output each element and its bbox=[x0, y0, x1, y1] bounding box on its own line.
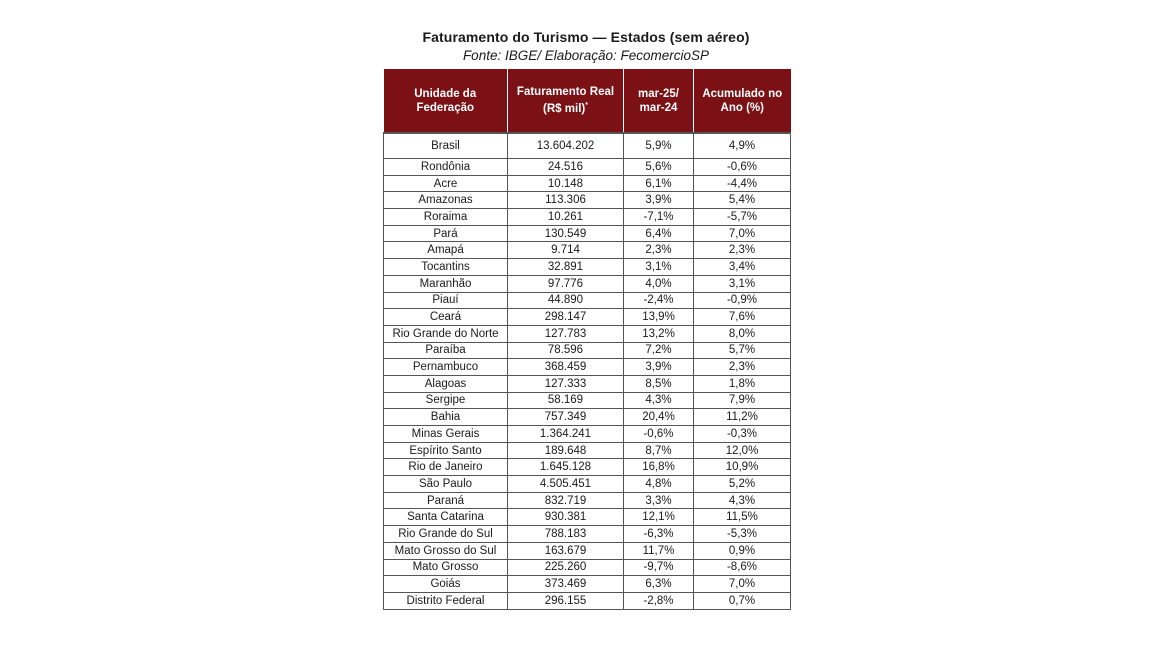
table-row bbox=[384, 442, 791, 459]
revenue-cell: 757.349 bbox=[508, 409, 624, 426]
year-to-date-cell: 11,5% bbox=[694, 509, 791, 526]
revenue-cell: 44.890 bbox=[508, 292, 624, 309]
revenue-cell: 368.459 bbox=[508, 359, 624, 376]
table-row bbox=[384, 225, 791, 242]
revenue-cell: 189.648 bbox=[508, 442, 624, 459]
state-name-cell: Amapá bbox=[384, 242, 508, 259]
monthly-change-cell: 6,4% bbox=[624, 225, 694, 242]
year-to-date-cell: 7,0% bbox=[694, 576, 791, 593]
table-row bbox=[384, 476, 791, 493]
table-row bbox=[384, 592, 791, 609]
column-header-revenue bbox=[508, 69, 624, 133]
state-name-cell: Rondônia bbox=[384, 159, 508, 176]
monthly-change-cell: 6,1% bbox=[624, 175, 694, 192]
year-to-date-cell: -0,6% bbox=[694, 159, 791, 176]
monthly-change-cell: -6,3% bbox=[624, 526, 694, 543]
table-row bbox=[384, 259, 791, 276]
table-row bbox=[384, 159, 791, 176]
revenue-cell: 298.147 bbox=[508, 309, 624, 326]
table-row bbox=[384, 409, 791, 426]
revenue-cell: 4.505.451 bbox=[508, 476, 624, 493]
year-to-date-cell: -8,6% bbox=[694, 559, 791, 576]
revenue-cell: 32.891 bbox=[508, 259, 624, 276]
state-name-cell: Mato Grosso bbox=[384, 559, 508, 576]
monthly-change-cell: 3,1% bbox=[624, 259, 694, 276]
table-row bbox=[384, 209, 791, 226]
table-body bbox=[384, 133, 791, 609]
year-to-date-cell: -4,4% bbox=[694, 175, 791, 192]
year-to-date-cell: 1,8% bbox=[694, 375, 791, 392]
table-row bbox=[384, 309, 791, 326]
year-to-date-cell: 2,3% bbox=[694, 359, 791, 376]
state-name-cell: Pará bbox=[384, 225, 508, 242]
year-to-date-cell: 7,9% bbox=[694, 392, 791, 409]
monthly-change-cell: -2,4% bbox=[624, 292, 694, 309]
revenue-cell: 97.776 bbox=[508, 275, 624, 292]
year-to-date-cell: 0,9% bbox=[694, 542, 791, 559]
year-to-date-cell: 5,7% bbox=[694, 342, 791, 359]
state-name-cell: Acre bbox=[384, 175, 508, 192]
state-name-cell: Maranhão bbox=[384, 275, 508, 292]
monthly-change-cell: 8,5% bbox=[624, 375, 694, 392]
table-row bbox=[384, 509, 791, 526]
state-name-cell: Alagoas bbox=[384, 375, 508, 392]
state-name-cell: Sergipe bbox=[384, 392, 508, 409]
table-row bbox=[384, 325, 791, 342]
monthly-change-cell: 3,9% bbox=[624, 192, 694, 209]
monthly-change-cell: 3,3% bbox=[624, 492, 694, 509]
revenue-cell: 13.604.202 bbox=[508, 133, 624, 159]
table-row bbox=[384, 292, 791, 309]
state-name-cell: Paraná bbox=[384, 492, 508, 509]
revenue-cell: 10.261 bbox=[508, 209, 624, 226]
state-name-cell: Rio Grande do Norte bbox=[384, 325, 508, 342]
monthly-change-cell: 13,9% bbox=[624, 309, 694, 326]
year-to-date-cell: 11,2% bbox=[694, 409, 791, 426]
monthly-change-cell: -0,6% bbox=[624, 426, 694, 443]
monthly-change-cell: 5,9% bbox=[624, 133, 694, 159]
revenue-cell: 113.306 bbox=[508, 192, 624, 209]
state-name-cell: Paraíba bbox=[384, 342, 508, 359]
state-name-cell: Distrito Federal bbox=[384, 592, 508, 609]
column-header-monthly-change bbox=[624, 69, 694, 133]
page-title: Faturamento do Turismo — Estados (sem aéreo) bbox=[422, 29, 750, 45]
year-to-date-cell: 8,0% bbox=[694, 325, 791, 342]
revenue-cell: 24.516 bbox=[508, 159, 624, 176]
column-header-label: Acumulado no Ano (%) bbox=[702, 87, 783, 114]
table-row bbox=[384, 426, 791, 443]
monthly-change-cell: -2,8% bbox=[624, 592, 694, 609]
monthly-change-cell: 3,9% bbox=[624, 359, 694, 376]
revenue-cell: 373.469 bbox=[508, 576, 624, 593]
state-name-cell: Pernambuco bbox=[384, 359, 508, 376]
state-name-cell: Piauí bbox=[384, 292, 508, 309]
table-row bbox=[384, 392, 791, 409]
year-to-date-cell: 4,3% bbox=[694, 492, 791, 509]
revenue-cell: 225.260 bbox=[508, 559, 624, 576]
state-name-cell: Santa Catarina bbox=[384, 509, 508, 526]
monthly-change-cell: 12,1% bbox=[624, 509, 694, 526]
year-to-date-cell: 3,1% bbox=[694, 275, 791, 292]
table-row bbox=[384, 459, 791, 476]
monthly-change-cell: 5,6% bbox=[624, 159, 694, 176]
state-name-cell: Brasil bbox=[384, 133, 508, 159]
table-row bbox=[384, 526, 791, 543]
column-header-label: mar-25/ mar-24 bbox=[638, 87, 679, 114]
table-row bbox=[384, 492, 791, 509]
monthly-change-cell: -7,1% bbox=[624, 209, 694, 226]
year-to-date-cell: -0,3% bbox=[694, 426, 791, 443]
year-to-date-cell: 7,0% bbox=[694, 225, 791, 242]
revenue-cell: 58.169 bbox=[508, 392, 624, 409]
table-row bbox=[384, 275, 791, 292]
year-to-date-cell: 4,9% bbox=[694, 133, 791, 159]
table-row bbox=[384, 192, 791, 209]
table-row bbox=[384, 375, 791, 392]
revenue-cell: 1.364.241 bbox=[508, 426, 624, 443]
revenue-cell: 788.183 bbox=[508, 526, 624, 543]
year-to-date-cell: 5,2% bbox=[694, 476, 791, 493]
column-header-label: Faturamento Real (R$ mil) bbox=[516, 86, 615, 115]
header-row bbox=[384, 69, 791, 133]
monthly-change-cell: 6,3% bbox=[624, 576, 694, 593]
state-name-cell: Amazonas bbox=[384, 192, 508, 209]
revenue-cell: 930.381 bbox=[508, 509, 624, 526]
year-to-date-cell: 3,4% bbox=[694, 259, 791, 276]
footnote-marker: * bbox=[585, 102, 588, 110]
year-to-date-cell: 0,7% bbox=[694, 592, 791, 609]
state-name-cell: Rio de Janeiro bbox=[384, 459, 508, 476]
table-row bbox=[384, 242, 791, 259]
revenue-cell: 1.645.128 bbox=[508, 459, 624, 476]
year-to-date-cell: -5,7% bbox=[694, 209, 791, 226]
revenue-cell: 78.596 bbox=[508, 342, 624, 359]
monthly-change-cell: 16,8% bbox=[624, 459, 694, 476]
year-to-date-cell: 2,3% bbox=[694, 242, 791, 259]
revenue-cell: 130.549 bbox=[508, 225, 624, 242]
column-header-label: Unidade da Federação bbox=[414, 87, 477, 114]
state-name-cell: Minas Gerais bbox=[384, 426, 508, 443]
state-name-cell: Mato Grosso do Sul bbox=[384, 542, 508, 559]
revenue-cell: 127.783 bbox=[508, 325, 624, 342]
revenue-cell: 832.719 bbox=[508, 492, 624, 509]
monthly-change-cell: 8,7% bbox=[624, 442, 694, 459]
monthly-change-cell: 4,3% bbox=[624, 392, 694, 409]
revenue-cell: 10.148 bbox=[508, 175, 624, 192]
monthly-change-cell: 13,2% bbox=[624, 325, 694, 342]
table-row bbox=[384, 576, 791, 593]
monthly-change-cell: 4,8% bbox=[624, 476, 694, 493]
column-header-year-to-date bbox=[694, 69, 791, 133]
state-name-cell: São Paulo bbox=[384, 476, 508, 493]
year-to-date-cell: 5,4% bbox=[694, 192, 791, 209]
monthly-change-cell: 4,0% bbox=[624, 275, 694, 292]
monthly-change-cell: 20,4% bbox=[624, 409, 694, 426]
monthly-change-cell: 11,7% bbox=[624, 542, 694, 559]
tourism-revenue-table bbox=[383, 69, 790, 610]
revenue-cell: 163.679 bbox=[508, 542, 624, 559]
state-name-cell: Rio Grande do Sul bbox=[384, 526, 508, 543]
table-row bbox=[384, 133, 791, 159]
year-to-date-cell: 7,6% bbox=[694, 309, 791, 326]
monthly-change-cell: 7,2% bbox=[624, 342, 694, 359]
table-row bbox=[384, 175, 791, 192]
year-to-date-cell: -5,3% bbox=[694, 526, 791, 543]
year-to-date-cell: 12,0% bbox=[694, 442, 791, 459]
state-name-cell: Espírito Santo bbox=[384, 442, 508, 459]
table-row bbox=[384, 559, 791, 576]
state-name-cell: Goiás bbox=[384, 576, 508, 593]
column-header-state bbox=[384, 69, 508, 133]
monthly-change-cell: -9,7% bbox=[624, 559, 694, 576]
table-row bbox=[384, 359, 791, 376]
revenue-cell: 127.333 bbox=[508, 375, 624, 392]
table-header bbox=[384, 69, 791, 133]
year-to-date-cell: -0,9% bbox=[694, 292, 791, 309]
table-row bbox=[384, 542, 791, 559]
table-row bbox=[384, 342, 791, 359]
source-caption: Fonte: IBGE/ Elaboração: FecomercioSP bbox=[462, 48, 710, 63]
year-to-date-cell: 10,9% bbox=[694, 459, 791, 476]
revenue-cell: 296.155 bbox=[508, 592, 624, 609]
state-name-cell: Bahia bbox=[384, 409, 508, 426]
monthly-change-cell: 2,3% bbox=[624, 242, 694, 259]
revenue-cell: 9.714 bbox=[508, 242, 624, 259]
state-name-cell: Ceará bbox=[384, 309, 508, 326]
state-name-cell: Tocantins bbox=[384, 259, 508, 276]
state-name-cell: Roraima bbox=[384, 209, 508, 226]
data-table bbox=[383, 69, 791, 610]
